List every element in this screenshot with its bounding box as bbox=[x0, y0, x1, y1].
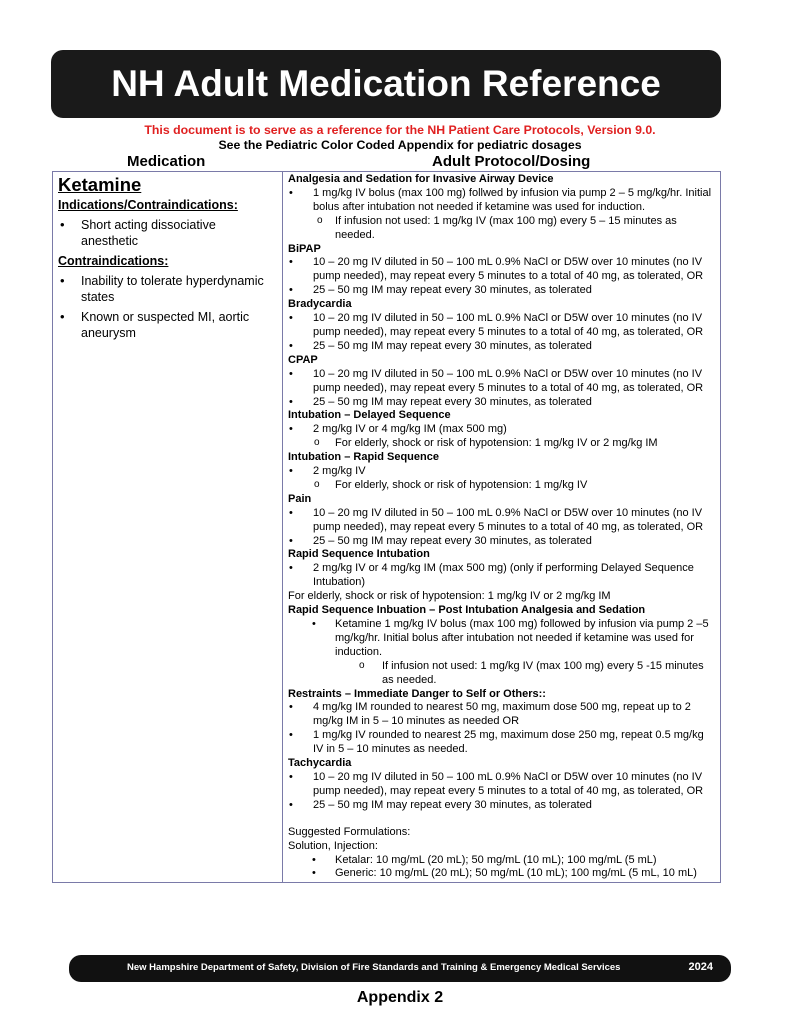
formulations-heading: Suggested Formulations: bbox=[288, 825, 411, 838]
footer-bar bbox=[69, 955, 731, 982]
section-title: Intubation – Rapid Sequence bbox=[288, 451, 439, 464]
medication-table bbox=[52, 171, 721, 883]
section-title: CPAP bbox=[288, 353, 318, 366]
list-item: • 25 – 50 mg IM may repeat every 30 minutes, as tolerated bbox=[288, 396, 716, 410]
section-title: Pain bbox=[288, 492, 312, 505]
pediatric-notice: See the Pediatric Color Coded Appendix for pediatric dosages bbox=[218, 138, 582, 152]
list-item: • 2 mg/kg IV or 4 mg/kg IM (max 500 mg) bbox=[288, 423, 716, 437]
list-item: • 10 – 20 mg IV diluted in 50 – 100 mL 0.9% NaCl or D5W over 10 minutes (no IV pump needed), may repeat every 5 minutes to a total of 40 mg, as tolerated, OR bbox=[288, 507, 716, 535]
table-row bbox=[53, 172, 721, 883]
section-title: Rapid Sequence Intubation bbox=[288, 548, 430, 561]
section-title: Rapid Sequence Inbuation – Post Intubation Analgesia and Sedation bbox=[288, 604, 646, 617]
list-item: • 10 – 20 mg IV diluted in 50 – 100 mL 0.9% NaCl or D5W over 10 minutes (no IV pump needed), may repeat every 5 minutes to a total of 40 mg, as tolerated, OR bbox=[288, 771, 716, 799]
section-title: Intubation – Delayed Sequence bbox=[288, 409, 451, 422]
list-item: • 25 – 50 mg IM may repeat every 30 minutes, as tolerated bbox=[288, 535, 716, 549]
section-title: Bradycardia bbox=[288, 298, 352, 311]
medication-cell bbox=[53, 172, 283, 883]
list-item: • 25 – 50 mg IM may repeat every 30 minutes, as tolerated bbox=[288, 799, 716, 813]
page-title: NH Adult Medication Reference bbox=[51, 50, 721, 118]
footer-year: 2024 bbox=[688, 961, 713, 973]
list-item: • Known or suspected MI, aortic aneurysm bbox=[58, 309, 278, 341]
list-item: • Ketamine 1 mg/kg IV bolus (max 100 mg) followed by infusion via pump 2 –5 mg/kg/hr. Initial bolus after intubation not needed if ketamine was used for induction. bbox=[288, 618, 716, 660]
list-item: • Inability to tolerate hyperdynamic states bbox=[58, 273, 278, 305]
elderly-note: For elderly, shock or risk of hypotension: 1 mg/kg IV or 2 mg/kg IM bbox=[288, 590, 611, 603]
formulations-list bbox=[288, 854, 716, 883]
list-item: o If infusion not used: 1 mg/kg IV (max 100 mg) every 5 – 15 minutes as needed. bbox=[313, 215, 716, 243]
list-item: o If infusion not used: 1 mg/kg IV (max 100 mg) every 5 -15 minutes as needed. bbox=[288, 660, 716, 688]
appendix-label: Appendix 2 bbox=[356, 989, 444, 1006]
section-title: BiPAP bbox=[288, 242, 321, 255]
reference-notice: This document is to serve as a reference for the NH Patient Care Protocols, Version 9.0. bbox=[144, 123, 656, 137]
list-item: • Generic: 10 mg/mL (20 mL); 50 mg/mL (10 mL); 100 mg/mL (5 mL, 10 mL) bbox=[288, 867, 716, 881]
medication-name: Ketamine bbox=[58, 174, 142, 195]
indications-heading: Indications/Contraindications: bbox=[58, 198, 238, 212]
solution-heading: Solution, Injection: bbox=[288, 839, 378, 852]
contraindications-heading: Contraindications: bbox=[58, 254, 169, 268]
list-item: • 10 – 20 mg IV diluted in 50 – 100 mL 0.9% NaCl or D5W over 10 minutes (no IV pump needed), may repeat every 5 minutes to a total of 40 mg, as tolerated, OR bbox=[288, 312, 716, 340]
list-item: o For elderly, shock or risk of hypotension: 1 mg/kg IV or 2 mg/kg IM bbox=[288, 437, 716, 451]
list-item: • 4 mg/kg IM rounded to nearest 50 mg, maximum dose 500 mg, repeat up to 2 mg/kg IM in 5 – 10 minutes as needed OR bbox=[288, 701, 716, 729]
list-item: • 25 – 50 mg IM may repeat every 30 minutes, as tolerated bbox=[288, 284, 716, 298]
dosing-cell bbox=[283, 172, 721, 883]
list-item: • 1 mg/kg IV bolus (max 100 mg) follwed by infusion via pump 2 – 5 mg/kg/hr. Initial bolus after intubation not needed if ketamine was used for induction. bbox=[288, 187, 716, 215]
list-item: • 10 – 20 mg IV diluted in 50 – 100 mL 0.9% NaCl or D5W over 10 minutes (no IV pump needed), may repeat every 5 minutes to a total of 40 mg, as tolerated, OR bbox=[288, 256, 716, 284]
dosing-column-header: Adult Protocol/Dosing bbox=[432, 153, 591, 170]
list-item: • 25 – 50 mg IM may repeat every 30 minutes, as tolerated bbox=[288, 340, 716, 354]
list-item: • 10 – 20 mg IV diluted in 50 – 100 mL 0.9% NaCl or D5W over 10 minutes (no IV pump needed), may repeat every 5 minutes to a total of 40 mg, as tolerated, OR bbox=[288, 368, 716, 396]
list-item: • 2 mg/kg IV bbox=[288, 465, 716, 479]
footer-text: New Hampshire Department of Safety, Division of Fire Standards and Training & Emergency Medical Services bbox=[127, 962, 621, 973]
indications-list bbox=[58, 217, 278, 249]
list-item: o For elderly, shock or risk of hypotension: 1 mg/kg IV bbox=[288, 479, 716, 493]
section-title: Restraints – Immediate Danger to Self or Others:: bbox=[288, 687, 546, 700]
section-title: Tachycardia bbox=[288, 757, 352, 770]
list-item: • 1 mg/kg IV rounded to nearest 25 mg, maximum dose 250 mg, repeat 0.5 mg/kg IV in 5 – 10 minutes as needed. bbox=[288, 729, 716, 757]
list-item: • Short acting dissociative anesthetic bbox=[58, 217, 278, 249]
list-item: • Ketalar: 10 mg/mL (20 mL); 50 mg/mL (10 mL); 100 mg/mL (5 mL) bbox=[288, 854, 716, 868]
list-item: • 2 mg/kg IV or 4 mg/kg IM (max 500 mg) (only if performing Delayed Sequence Intubation) bbox=[288, 562, 716, 590]
contraindications-list bbox=[58, 273, 278, 341]
medication-column-header: Medication bbox=[127, 153, 206, 170]
section-title: Analgesia and Sedation for Invasive Airway Device bbox=[288, 173, 554, 185]
